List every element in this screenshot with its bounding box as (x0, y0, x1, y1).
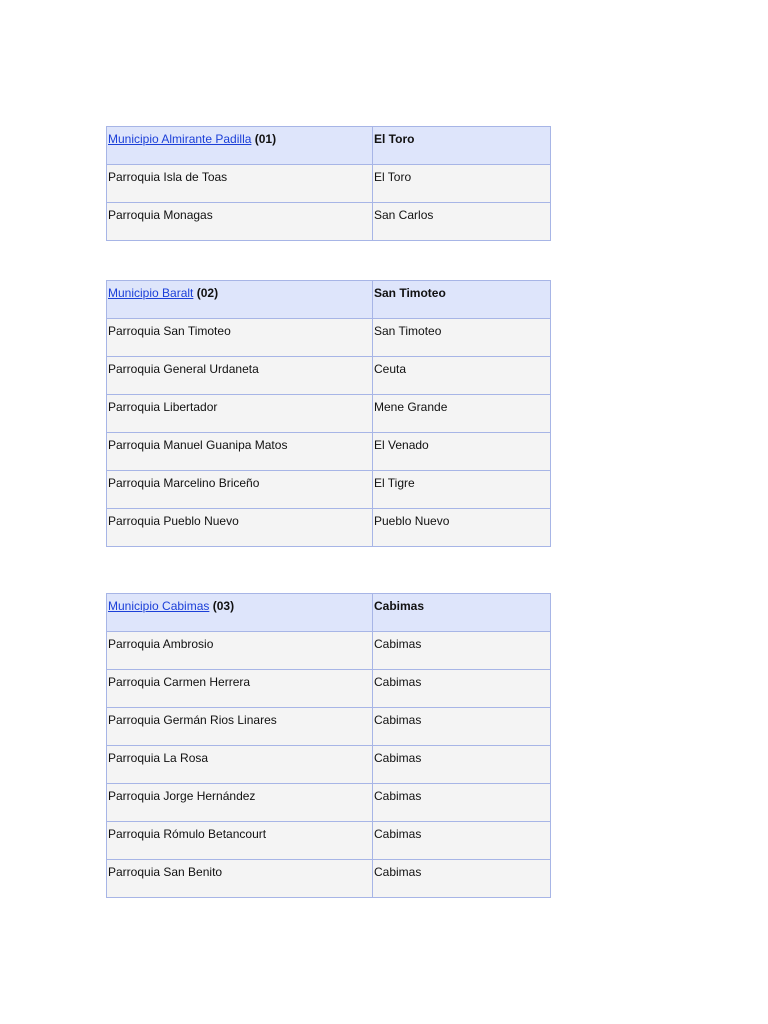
table-header-row (107, 127, 551, 165)
table-row (107, 433, 551, 471)
capital-cell: Cabimas (373, 632, 551, 670)
parroquia-cell: Parroquia Jorge Hernández (107, 784, 373, 822)
municipio-cell (107, 281, 373, 319)
capital-cell: El Toro (373, 127, 551, 165)
municipio-table-cabimas (106, 593, 551, 898)
table-row (107, 165, 551, 203)
municipio-table-baralt (106, 280, 551, 547)
table-row (107, 471, 551, 509)
table-row (107, 319, 551, 357)
table-row (107, 784, 551, 822)
table-header-row (107, 594, 551, 632)
capital-cell: El Toro (373, 165, 551, 203)
table-row (107, 822, 551, 860)
municipio-cell (107, 127, 373, 165)
parroquia-cell: Parroquia Isla de Toas (107, 165, 373, 203)
municipio-link[interactable]: Municipio Baralt (108, 286, 194, 300)
table-row (107, 860, 551, 898)
capital-cell: Pueblo Nuevo (373, 509, 551, 547)
capital-cell: Cabimas (373, 708, 551, 746)
capital-cell: Mene Grande (373, 395, 551, 433)
capital-cell: El Venado (373, 433, 551, 471)
capital-cell: El Tigre (373, 471, 551, 509)
capital-cell: San Carlos (373, 203, 551, 241)
table-row (107, 670, 551, 708)
parroquia-cell: Parroquia La Rosa (107, 746, 373, 784)
table-row (107, 746, 551, 784)
capital-cell: San Timoteo (373, 319, 551, 357)
capital-cell: San Timoteo (373, 281, 551, 319)
capital-cell: Cabimas (373, 860, 551, 898)
parroquia-cell: Parroquia Libertador (107, 395, 373, 433)
parroquia-cell: Parroquia Ambrosio (107, 632, 373, 670)
capital-cell: Cabimas (373, 746, 551, 784)
capital-cell: Ceuta (373, 357, 551, 395)
parroquia-cell: Parroquia Pueblo Nuevo (107, 509, 373, 547)
parroquia-cell: Parroquia Marcelino Briceño (107, 471, 373, 509)
municipio-link[interactable]: Municipio Cabimas (108, 599, 210, 613)
municipio-code: (02) (196, 286, 219, 300)
table-row (107, 203, 551, 241)
table-header-row (107, 281, 551, 319)
parroquia-cell: Parroquia Manuel Guanipa Matos (107, 433, 373, 471)
table-row (107, 395, 551, 433)
parroquia-cell: Parroquia Germán Rios Linares (107, 708, 373, 746)
table-row (107, 509, 551, 547)
table-row (107, 357, 551, 395)
capital-cell: Cabimas (373, 594, 551, 632)
capital-cell: Cabimas (373, 822, 551, 860)
parroquia-cell: Parroquia San Timoteo (107, 319, 373, 357)
table-row (107, 632, 551, 670)
capital-cell: Cabimas (373, 670, 551, 708)
parroquia-cell: Parroquia Carmen Herrera (107, 670, 373, 708)
municipio-code: (01) (254, 132, 277, 146)
parroquia-cell: Parroquia Monagas (107, 203, 373, 241)
parroquia-cell: Parroquia San Benito (107, 860, 373, 898)
capital-cell: Cabimas (373, 784, 551, 822)
municipio-code: (03) (212, 599, 235, 613)
municipio-table-almirante-padilla (106, 126, 551, 241)
municipio-link[interactable]: Municipio Almirante Padilla (108, 132, 252, 146)
municipio-cell (107, 594, 373, 632)
parroquia-cell: Parroquia General Urdaneta (107, 357, 373, 395)
parroquia-cell: Parroquia Rómulo Betancourt (107, 822, 373, 860)
table-row (107, 708, 551, 746)
